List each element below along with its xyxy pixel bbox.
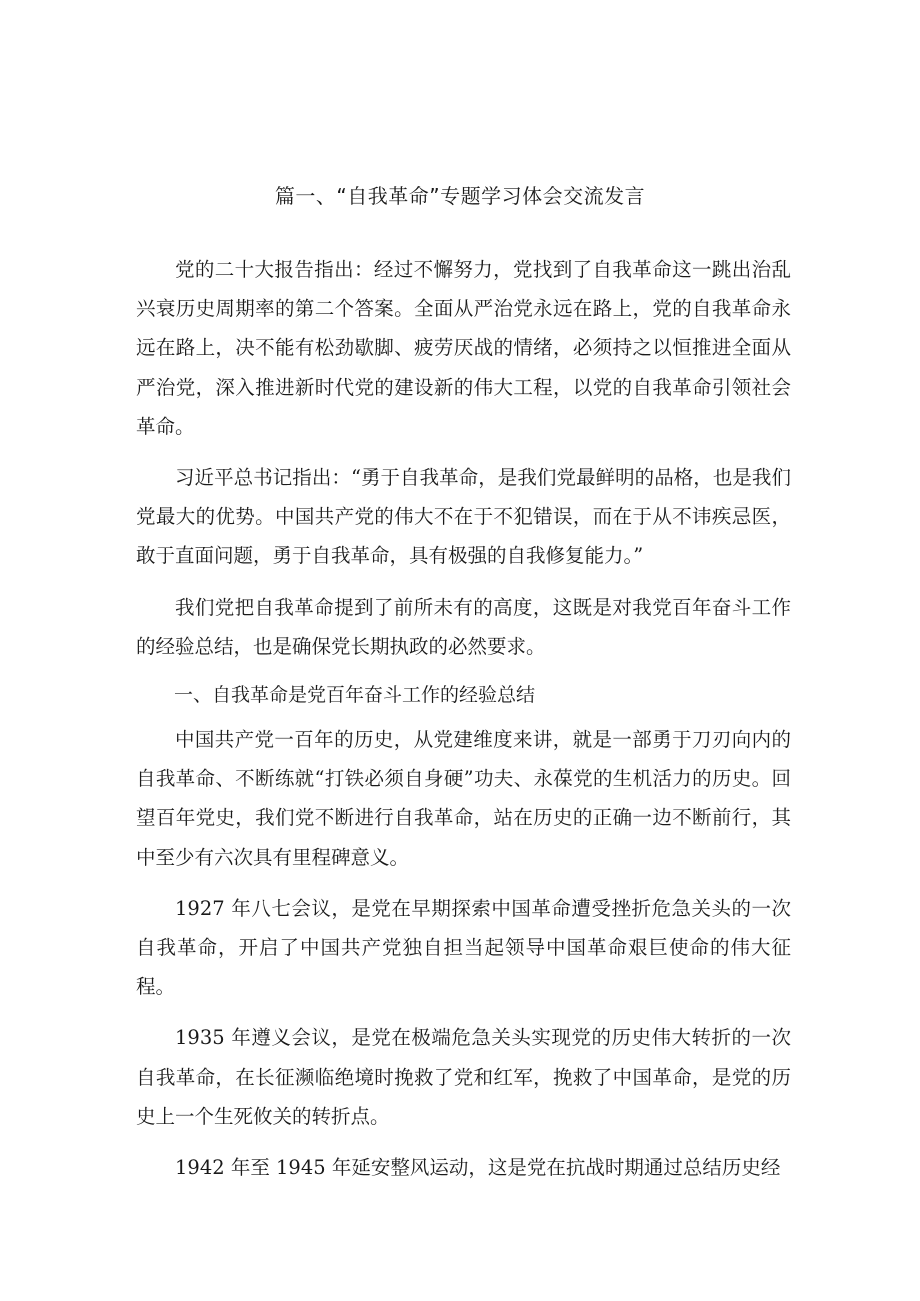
paragraph: 我们党把自我革命提到了前所未有的高度，这既是对我党百年奋斗工作的经验总结，也是确保党长期执政的必然要求。 — [136, 595, 791, 658]
document-body — [136, 250, 791, 1199]
paragraph: 1927 年八七会议，是党在早期探索中国革命遭受挫折危急关头的一次自我革命，开启了中国共产党独自担当起领导中国革命艰巨使命的伟大征程。 — [136, 896, 791, 999]
paragraph: 中国共产党一百年的历史，从党建维度来讲，就是一部勇于刀刃向内的自我革命、不断练就“打铁必须自身硬”功夫、永葆党的生机活力的历史。回望百年党史，我们党不断进行自我革命，站在历史的正确一边不断前行，其中至少有六次具有里程碑意义。 — [136, 728, 791, 869]
paragraph: 1935 年遵义会议，是党在极端危急关头实现党的历史伟大转折的一次自我革命，在长征濒临绝境时挽救了党和红军，挽救了中国革命，是党的历史上一个生死攸关的转折点。 — [136, 1026, 791, 1128]
document-title: 篇一、“自我革命”专题学习体会交流发言 — [274, 184, 646, 208]
paragraph: 1942 年至 1945 年延安整风运动，这是党在抗战时期通过总结历史经 — [175, 1156, 781, 1180]
section-heading: 一、自我革命是党百年奋斗工作的经验总结 — [174, 684, 536, 707]
paragraph: 习近平总书记指出：“勇于自我革命，是我们党最鲜明的品格，也是我们党最大的优势。中国共产党的伟大不在于不犯错误，而在于从不讳疾忌医，敢于直面问题，勇于自我革命，具有极强的自我修复能力。” — [136, 466, 791, 568]
paragraph: 党的二十大报告指出：经过不懈努力，党找到了自我革命这一跳出治乱兴衰历史周期率的第二个答案。全面从严治党永远在路上，党的自我革命永远在路上，决不能有松劲歇脚、疲劳厌战的情绪，必须持之以恒推进全面从严治党，深入推进新时代党的建设新的伟大工程，以党的自我革命引领社会革命。 — [136, 258, 791, 438]
